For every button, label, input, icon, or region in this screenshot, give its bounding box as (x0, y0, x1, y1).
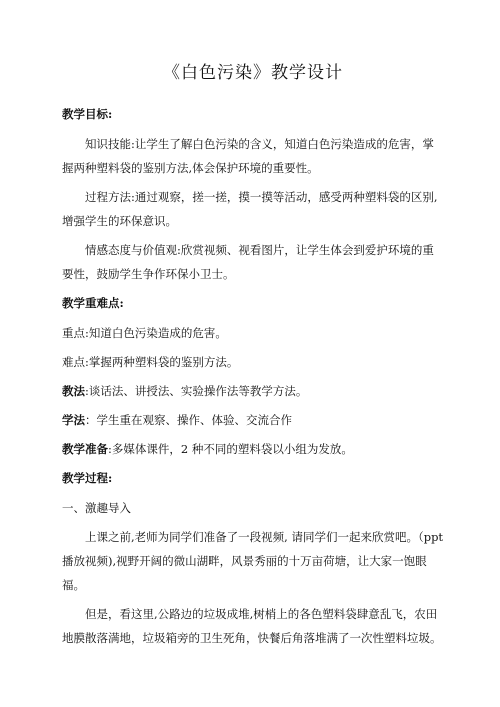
objective-process: 过程方法:通过观察，搓一搓，摸一摸等活动，感受两种塑料袋的区别,增强学生的环保意识。 (62, 190, 438, 228)
teaching-method (62, 379, 444, 403)
process-paragraph-2: 但是，看这里,公路边的垃圾成堆,树梢上的各色塑料袋肆意乱飞，农田地膜散落满地，垃圾箱旁的卫生死角，快餐后角落堆满了一次性塑料垃圾。 (62, 607, 442, 645)
process-paragraph-1: 上课之前,老师为同学们准备了一段视频, 请同学们一起来欣赏吧。（ppt 播放视频),视野开阔的微山湖畔，风景秀丽的十万亩荷塘，让大家一饱眼福。 (62, 530, 444, 592)
process-heading: 教学过程: (62, 471, 113, 485)
teaching-method-text: :谈话法、讲授法、实验操作法等教学方法。 (85, 384, 308, 398)
key-points-heading: 教学重难点: (62, 296, 124, 310)
key-point: 重点:知道白色污染造成的危害。 (62, 326, 227, 340)
process-step-1: 一、激趣导入 (62, 501, 131, 515)
document-title: 《白色污染》教学设计 (163, 63, 343, 83)
learning-method-text: ：学生重在观察、操作、体验、交流合作 (85, 413, 292, 427)
preparation-text: :多媒体课件，2 种不同的塑料袋以小组为发放。 (108, 442, 353, 456)
learning-method (62, 408, 444, 432)
learning-method-label: 学法 (62, 413, 85, 427)
difficulty-point: 难点:掌握两种塑料袋的鉴别方法。 (62, 355, 239, 369)
preparation-label: 教学准备 (62, 442, 108, 456)
objectives-heading: 教学目标: (62, 107, 113, 121)
teaching-method-label: 教法 (62, 384, 85, 398)
preparation (62, 437, 444, 461)
objective-emotion: 情感态度与价值观:欣赏视频、视看图片，让学生体会到爱护环境的重要性，鼓励学生争作环保小卫士。 (62, 243, 434, 281)
objective-knowledge: 知识技能:让学生了解白色污染的含义，知道白色污染造成的危害，掌握两种塑料袋的鉴别方法,体会保护环境的重要性。 (62, 137, 434, 175)
